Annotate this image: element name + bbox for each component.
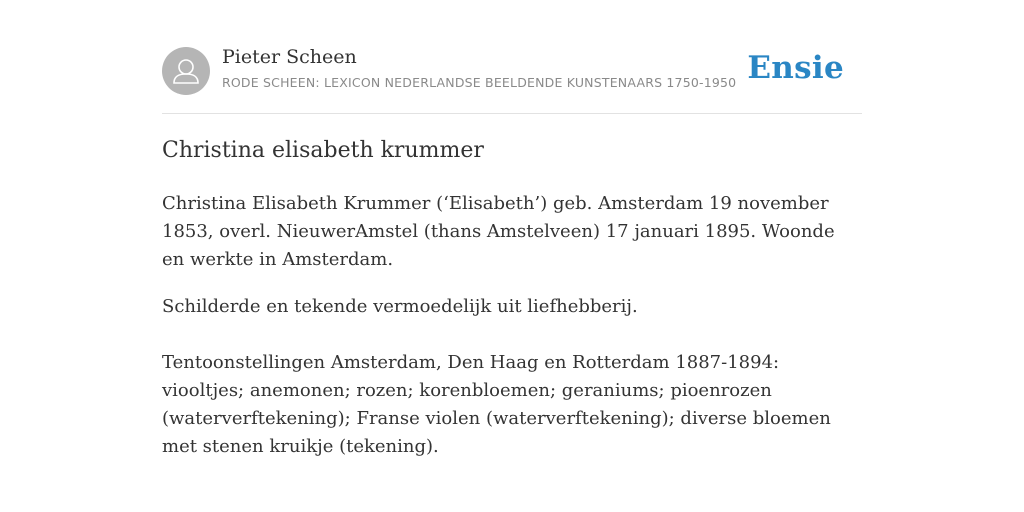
article-paragraph: Tentoonstellingen Amsterdam, Den Haag en Rotterdam 1887-1894: viooltjes; anemonen; rozen; korenbloemen; geraniums; pioenrozen (waterverftekening); Franse violen (waterverftekening); diverse bloemen met stenen kruikje (tekening).	[162, 352, 831, 457]
source-title[interactable]: RODE SCHEEN: LEXICON NEDERLANDSE BEELDENDE KUNSTENAARS 1750-1950	[222, 75, 737, 90]
header	[162, 0, 862, 114]
article-title: Christina elisabeth krummer	[162, 138, 484, 163]
article-paragraph: Schilderde en tekende vermoedelijk uit liefhebberij.	[162, 296, 638, 317]
ensie-logo[interactable]: Ensie	[747, 50, 844, 86]
author-name[interactable]: Pieter Scheen	[222, 46, 357, 68]
article-paragraph: Christina Elisabeth Krummer (‘Elisabeth’) geb. Amsterdam 19 november 1853, overl. NieuwerAmstel (thans Amstelveen) 17 januari 1895. Woonde en werkte in Amsterdam.	[162, 193, 835, 270]
user-avatar-icon[interactable]	[162, 47, 210, 95]
page	[162, 0, 862, 457]
